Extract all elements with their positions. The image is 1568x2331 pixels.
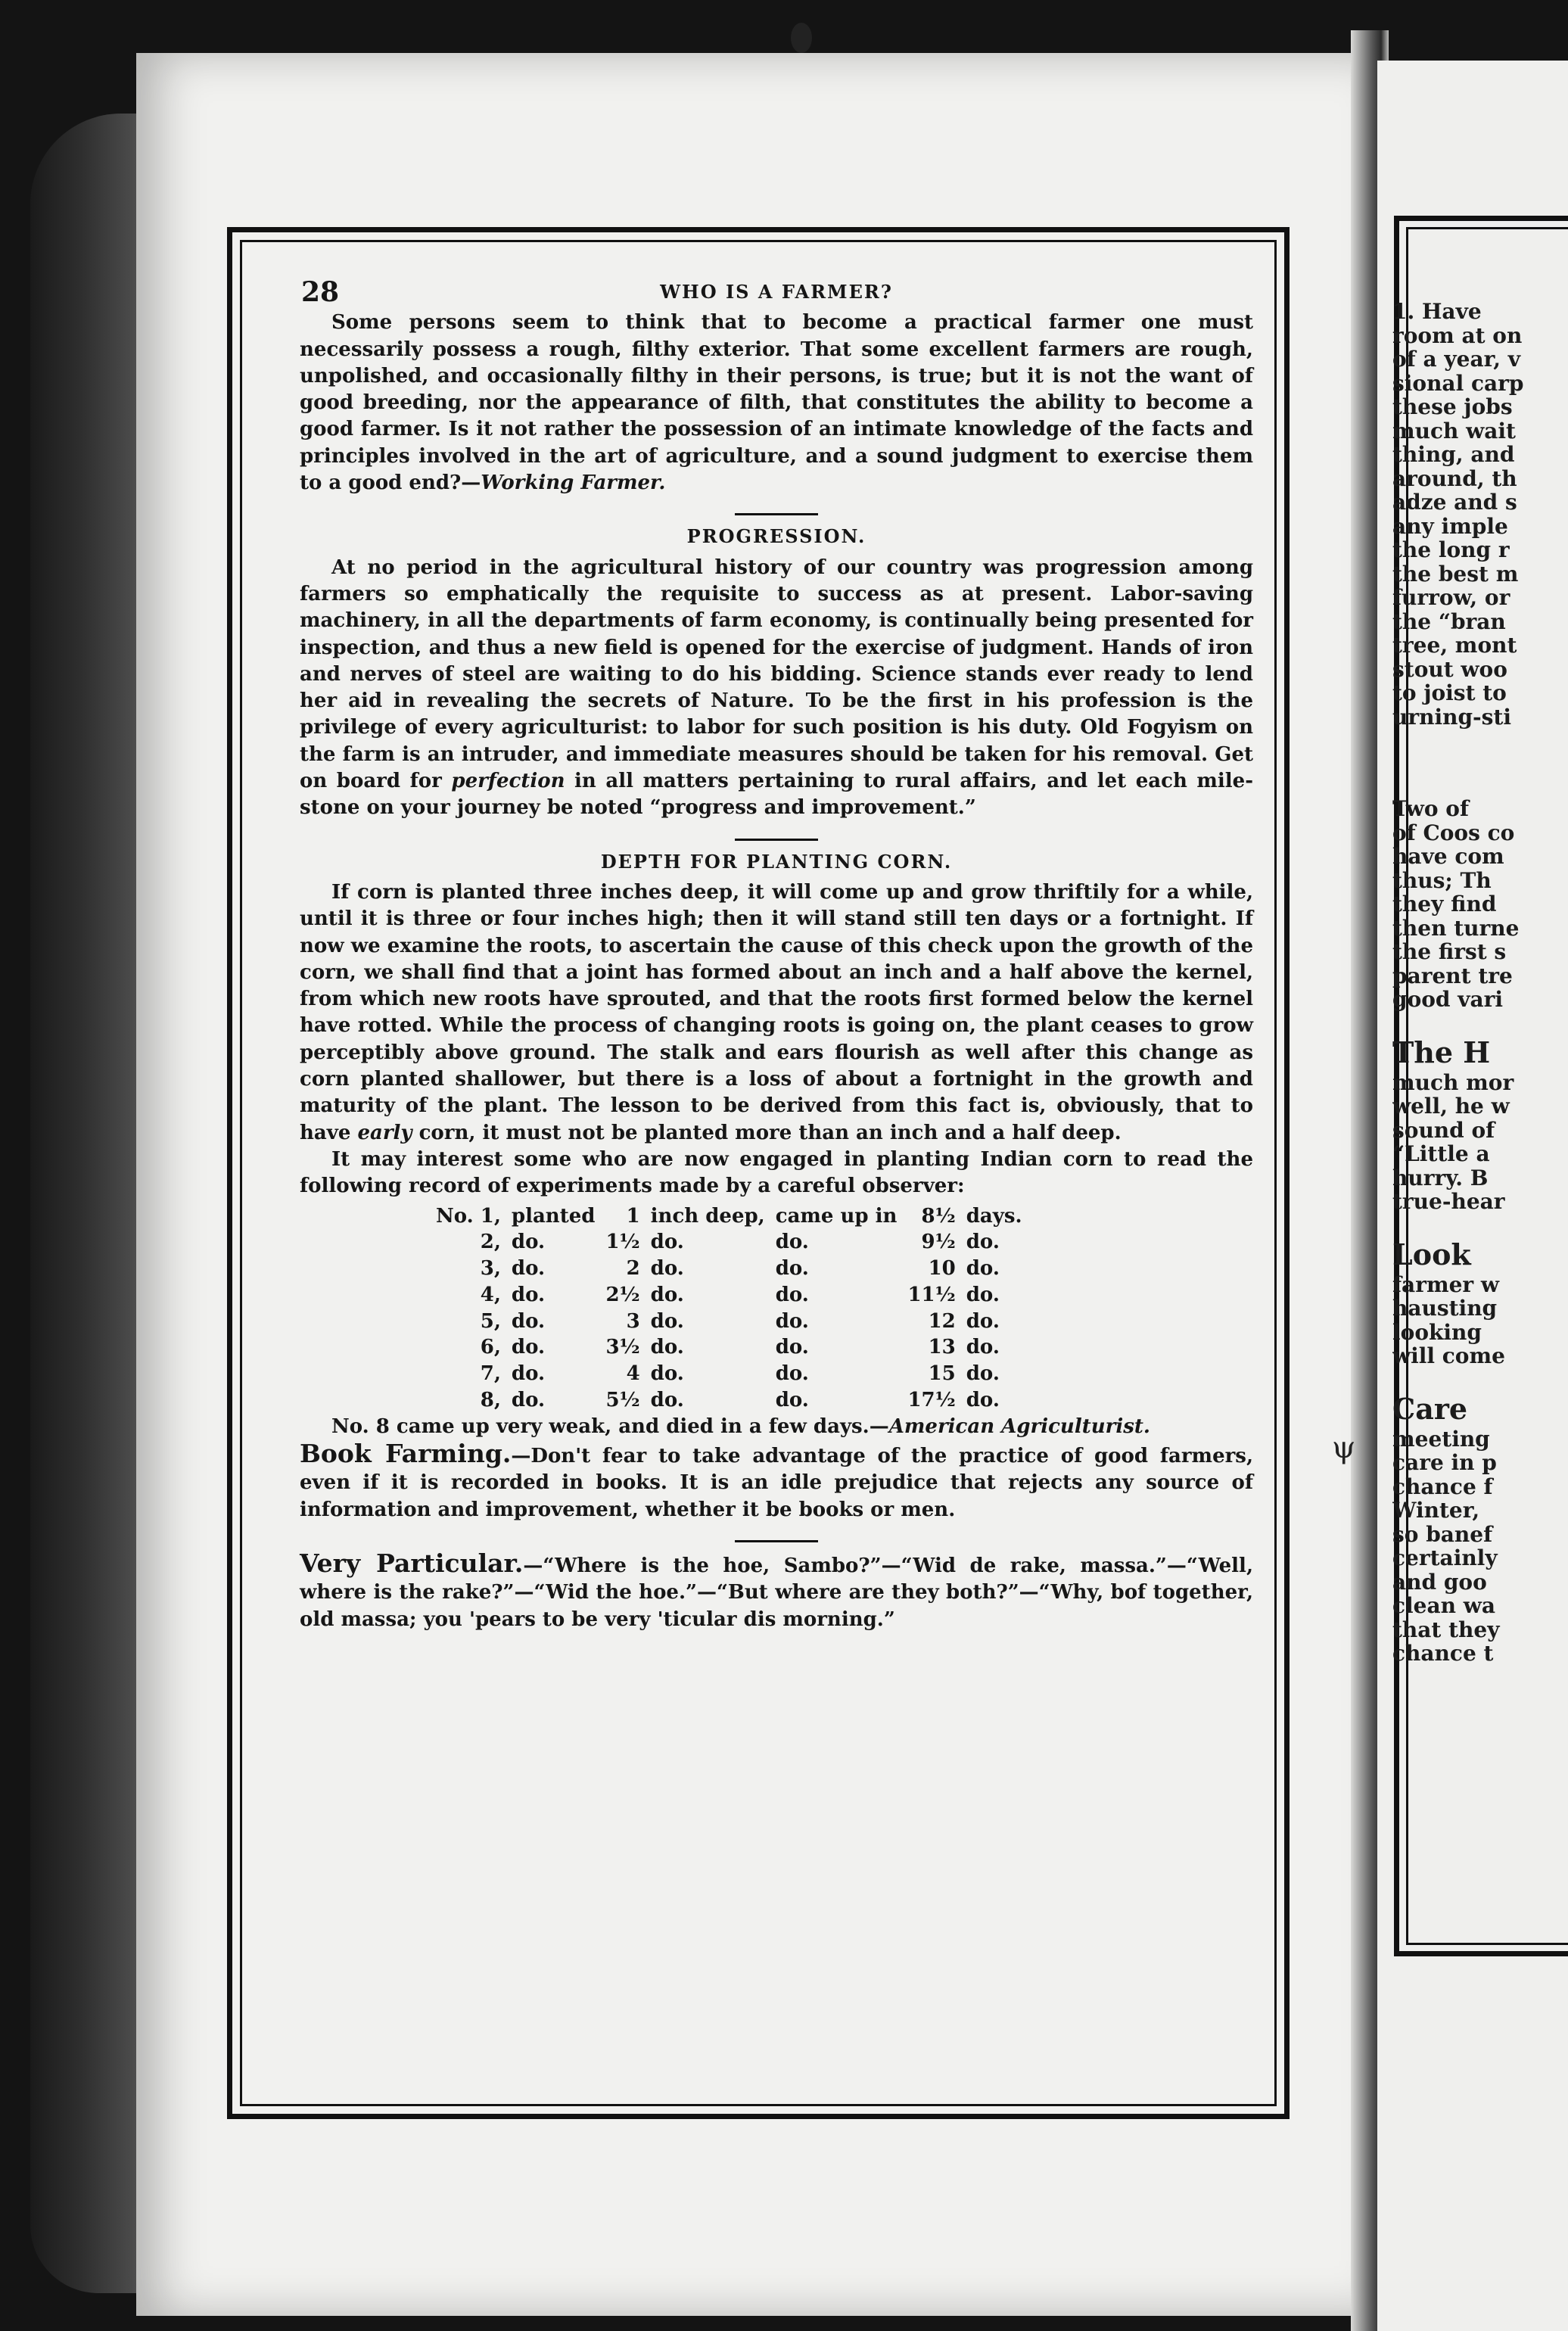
right-page-line: these jobs	[1392, 394, 1513, 419]
right-page-line: have com	[1392, 844, 1504, 869]
experiment-came: do.	[775, 1389, 809, 1412]
page-number: 28	[301, 276, 340, 308]
book-farming-lead: Book Farming.	[300, 1439, 512, 1469]
right-page-line: clean wa	[1392, 1593, 1495, 1618]
article-body-progression	[300, 555, 1253, 822]
experiment-planted: planted	[511, 1204, 596, 1228]
experiment-depth: 2½	[605, 1283, 640, 1306]
experiment-no: 8,	[480, 1389, 501, 1412]
corn-text-2: corn, it must not be planted more than an inch and a half deep.	[412, 1121, 1122, 1144]
article-title-farmer: WHO IS A FARMER?	[660, 281, 893, 303]
article-title-progression: PROGRESSION.	[686, 525, 866, 548]
right-page-line: stout woo	[1392, 656, 1507, 682]
right-page-line: and goo	[1392, 1569, 1487, 1595]
right-page-line: Look	[1392, 1237, 1471, 1271]
right-page-line: “Little a	[1392, 1141, 1490, 1166]
experiment-suffix: do.	[966, 1283, 1000, 1306]
section-rule	[735, 1540, 818, 1542]
very-particular-text: —“Where is the hoe, Sambo?”—“Wid de rake, massa.”—“Well, where is the rake?”—“Wid the hoe.”—“But where are they both?”—“Why, bof together, old massa; you 'pears to be very 'ticular dis morning.”	[300, 1555, 1253, 1631]
experiment-planted: do.	[511, 1257, 546, 1281]
right-page-line: parent tre	[1392, 963, 1513, 988]
right-page-line: hausting	[1392, 1296, 1498, 1321]
experiment-planted: do.	[511, 1231, 546, 1254]
right-page-line: will come	[1392, 1343, 1505, 1368]
progression-emphasis: perfection	[451, 770, 565, 793]
experiment-suffix: do.	[966, 1389, 1000, 1412]
section-rule	[735, 513, 818, 515]
farmer-credit: Working Farmer.	[481, 471, 666, 495]
corn-experiment-table	[436, 1203, 1033, 1414]
right-page-line: of a year, v	[1392, 347, 1521, 372]
right-page-line: room at on	[1392, 322, 1523, 348]
right-page-line: the best m	[1392, 561, 1519, 587]
experiment-came: do.	[775, 1231, 809, 1254]
right-page-gap	[1392, 1012, 1568, 1035]
experiment-unit: do.	[650, 1309, 684, 1333]
ink-blot	[791, 23, 812, 53]
right-page-line: Care	[1392, 1391, 1468, 1426]
experiment-came: do.	[775, 1309, 809, 1333]
experiment-row	[436, 1309, 1033, 1335]
experiment-planted: do.	[511, 1309, 546, 1333]
right-page-line: the long r	[1392, 537, 1510, 562]
right-page-line: urning-sti	[1392, 704, 1511, 730]
right-page-line: sional carp	[1392, 370, 1524, 396]
right-page-line: to joist to	[1392, 680, 1507, 705]
experiment-no: No. 1,	[436, 1204, 501, 1228]
experiment-planted: do.	[511, 1283, 546, 1306]
experiment-came: do.	[775, 1336, 809, 1359]
right-page-line: 1. Have	[1392, 300, 1482, 324]
corn-credit: American Agriculturist.	[888, 1414, 1150, 1438]
experiment-unit: inch deep,	[650, 1204, 765, 1228]
experiment-unit: do.	[650, 1362, 684, 1386]
right-page-line: so banef	[1392, 1521, 1493, 1547]
right-page-line: tree, mont	[1392, 633, 1517, 658]
right-page-line: of Coos co	[1392, 820, 1515, 845]
experiment-suffix: days.	[966, 1204, 1022, 1228]
right-page-line: Two of	[1392, 796, 1470, 821]
experiment-row	[436, 1387, 1033, 1414]
right-page-line: furrow, or	[1392, 585, 1510, 610]
experiment-suffix: do.	[966, 1336, 1000, 1359]
experiment-row	[436, 1334, 1033, 1361]
right-page-line: farmer w	[1392, 1271, 1499, 1297]
farmer-text: Some persons seem to think that to become a practical farmer one must necessarily possess a rough, filthy exterior. That some excellent farmers are rough, unpolished, and occasionally filthy in their persons, is true; but it is not the want of good breeding, nor the appearance of filth, that constitutes the ability to become a good farmer. Is it not rather the possession of an intimate knowledge of the facts and principles involved in the art of agriculture, and a sound judgment to exercise them to a good end?—	[300, 311, 1253, 495]
article-body-corn	[300, 879, 1253, 1147]
experiment-no: 5,	[480, 1309, 501, 1333]
article-title-corn: DEPTH FOR PLANTING CORN.	[600, 850, 953, 873]
right-page-line: well, he w	[1392, 1094, 1510, 1119]
experiment-no: 7,	[480, 1362, 501, 1386]
experiment-depth: 5½	[605, 1389, 640, 1412]
right-page-line: chance f	[1392, 1474, 1493, 1499]
experiment-suffix: do.	[966, 1362, 1000, 1386]
experiment-came: came up in	[775, 1204, 898, 1228]
experiment-came: do.	[775, 1283, 809, 1306]
progression-text-1: At no period in the agricultural history of our country was progression among farmers so emphatically the requisite to success as at present. Labor-saving machinery, in all the departments of farm economy, is continually being presented for inspection, and thus a new field is opened for the exercise of judgment. Hands of iron and nerves of steel are waiting to do his bidding. Science stands ever ready to lend her aid in revealing the secrets of Nature. To be the first in his profession is the privilege of every agriculturist: to labor for such position is his duty. Old Fogyism on the farm is an intruder, and immediate measures should be taken for his removal. Get on board for	[300, 556, 1253, 793]
experiment-row	[436, 1361, 1033, 1387]
right-page-line: true-hear	[1392, 1189, 1505, 1214]
experiment-no: 6,	[480, 1336, 501, 1359]
experiment-unit: do.	[650, 1257, 684, 1281]
article-very-particular	[300, 1550, 1253, 1633]
experiment-row	[436, 1282, 1033, 1309]
experiment-days: 10	[928, 1257, 956, 1281]
right-page-content	[1392, 300, 1568, 1666]
right-page-line: any imple	[1392, 513, 1508, 539]
right-page-line: The H	[1392, 1035, 1491, 1069]
book-farming-text: —Don't fear to take advantage of the practice of good farmers, even if it is recorded in books. It is an idle prejudice that rejects any source of information and improvement, whether it be books or men.	[300, 1445, 1253, 1521]
very-particular-lead: Very Particular.	[300, 1548, 524, 1579]
experiment-row	[436, 1256, 1033, 1282]
right-page-line: around, th	[1392, 465, 1517, 491]
experiment-days: 11½	[907, 1283, 956, 1306]
experiment-suffix: do.	[966, 1231, 1000, 1254]
experiment-suffix: do.	[966, 1309, 1000, 1333]
article-book-farming	[300, 1440, 1253, 1523]
experiment-days: 15	[928, 1362, 956, 1386]
right-page-gap	[1392, 1368, 1568, 1391]
right-page-line: thus; Th	[1392, 867, 1492, 893]
article-body-farmer	[300, 310, 1253, 496]
right-page-line: then turne	[1392, 915, 1520, 941]
experiment-depth: 4	[626, 1362, 640, 1386]
experiment-days: 9½	[921, 1231, 956, 1254]
right-page-gap	[1392, 774, 1568, 797]
experiment-unit: do.	[650, 1231, 684, 1254]
right-page-line: good vari	[1392, 987, 1504, 1012]
progression-text-2: in all matters pertaining to rural affairs, and let each mile-stone on your journey be noted “progress and improvement.”	[300, 770, 1253, 820]
corn-experiment-intro: It may interest some who are now engaged in planting Indian corn to read the following record of experiments made by a careful observer:	[300, 1147, 1253, 1198]
experiment-came: do.	[775, 1257, 809, 1281]
right-page-line: that they	[1392, 1617, 1500, 1642]
right-page-line: certainly	[1392, 1545, 1498, 1570]
experiment-row	[436, 1203, 1033, 1230]
experiment-days: 8½	[921, 1204, 956, 1228]
experiment-came: do.	[775, 1362, 809, 1386]
right-page-line: looking	[1392, 1319, 1482, 1345]
corn-emphasis: early	[357, 1121, 412, 1144]
experiment-unit: do.	[650, 1389, 684, 1412]
right-page-line: meeting	[1392, 1426, 1490, 1452]
right-page-line: the first s	[1392, 939, 1507, 964]
corn-closing-text: No. 8 came up very weak, and died in a few days.—	[331, 1414, 889, 1438]
right-page-gap	[1392, 1214, 1568, 1237]
left-page-content	[300, 279, 1253, 1633]
experiment-planted: do.	[511, 1389, 546, 1412]
experiment-unit: do.	[650, 1283, 684, 1306]
experiment-depth: 1½	[605, 1231, 640, 1254]
right-page-gap	[1392, 752, 1568, 774]
experiment-suffix: do.	[966, 1257, 1000, 1281]
right-page-gap	[1392, 729, 1568, 752]
experiment-days: 17½	[907, 1389, 956, 1412]
experiment-planted: do.	[511, 1362, 546, 1386]
experiment-no: 3,	[480, 1257, 501, 1281]
right-page-line: adze and s	[1392, 490, 1517, 515]
right-page-line: much wait	[1392, 418, 1516, 443]
right-page-line: the “bran	[1392, 608, 1506, 634]
right-page-line: they find	[1392, 892, 1497, 917]
experiment-planted: do.	[511, 1336, 546, 1359]
experiment-no: 4,	[480, 1283, 501, 1306]
experiment-depth: 3½	[605, 1336, 640, 1359]
right-page-line: hurry. B	[1392, 1165, 1489, 1190]
right-page-line: care in p	[1392, 1450, 1497, 1475]
corn-closing	[300, 1414, 1253, 1440]
right-page-line: Winter,	[1392, 1498, 1480, 1523]
section-rule	[735, 839, 818, 841]
right-page-line: thing, and	[1392, 442, 1515, 467]
experiment-days: 13	[928, 1336, 956, 1359]
right-page-line: sound of	[1392, 1117, 1495, 1143]
right-page-line: chance t	[1392, 1641, 1494, 1666]
experiment-days: 12	[928, 1309, 956, 1333]
experiment-depth: 2	[626, 1257, 640, 1281]
experiment-depth: 1	[626, 1204, 640, 1228]
experiment-no: 2,	[480, 1231, 501, 1254]
experiment-unit: do.	[650, 1336, 684, 1359]
margin-mark: ψ	[1332, 1430, 1356, 1465]
corn-text-1: If corn is planted three inches deep, it will come up and grow thriftily for a while, until it is three or four inches high; then it will stand still ten days or a fortnight. If now we examine the roots, to ascertain the cause of this check upon the growth of the corn, we shall find that a joint has formed about an inch and a half above the kernel, from which new roots have sprouted, and that the roots first formed below the kernel have rotted. While the process of changing roots is going on, the plant ceases to grow perceptibly above ground. The stalk and ears flourish as well after this change as corn planted shallower, but there is a loss of about a fortnight in the growth and maturity of the plant. The lesson to be derived from this fact is, obviously, that to have	[300, 880, 1253, 1144]
experiment-depth: 3	[626, 1309, 640, 1333]
experiment-row	[436, 1229, 1033, 1256]
right-page-line: much mor	[1392, 1069, 1514, 1095]
